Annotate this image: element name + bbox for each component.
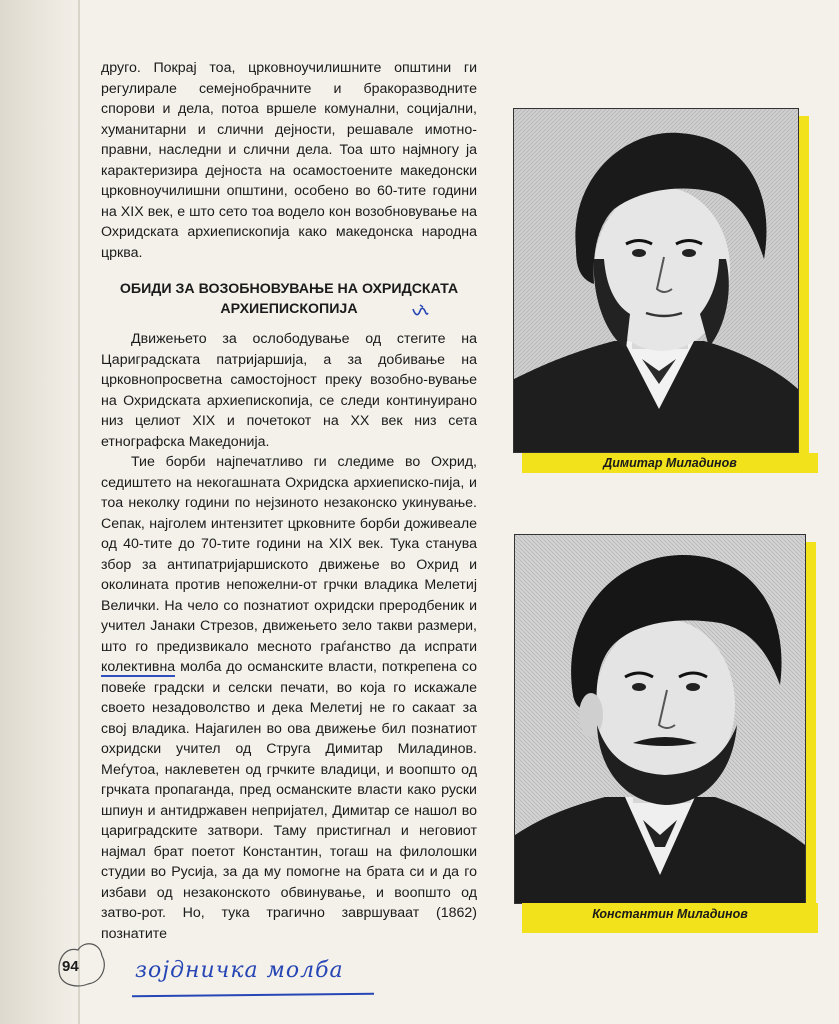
portrait-dimitar-miladinov bbox=[513, 108, 799, 453]
body-paragraph-3 bbox=[101, 452, 477, 944]
adjacent-page-strip bbox=[0, 0, 78, 1024]
body-paragraph-3-part1: Тие борби најпечатливо ги следиме во Охрид, седиштето на некогашната Охридска архиеписко-пија, и тоа неколку години по нејзиното незаконско укинување. Сепак, најголем интензитет црковните борби доживеале од 40-тите до 70-тите години на XIX век. Тука станува збор за антипатријаршиското движење во Охрид и околината против непожелни-от грчки владика Мелетиј Велички. На чело со познатиот охридски преродбеник и учител Јанаки Стрезов, движењето зело такви размери, што го предизвикало месното граѓанство да испрати bbox=[101, 454, 477, 655]
handwritten-underline bbox=[132, 993, 374, 998]
section-heading: ОБИДИ ЗА ВОЗОБНОВУВАЊЕ НА ОХРИДСКАТА АРХИЕПИСКОПИЈА bbox=[119, 281, 459, 317]
body-paragraph-3-part2: молба до османските власти, поткрепена со повеќе градски и селски печати, во која го искажале своето незадоволство и дека Мелетиј не го сакаат за свој владика. Најагилен во ова движење бил познатиот охридски учител од Струга Димитар Миладинов. Меѓутоа, наклеветен од грчките владици, и воопшто од грчката пропаганда, пред османските власти како руски шпиун и антидржавен непријател, Димитар се нашол во цариградските затвори. Таму пристигнал и неговиот најмал брат поетот Константин, тогаш на филолошки студии во Русија, за да му помогне на брата си и да го избави од незаконското обвинување, и воопшто од затво-рот. Но, тука трагично завршуваат (1862) познатите bbox=[101, 659, 477, 942]
caption-konstantin-miladinov: Константин Миладинов bbox=[522, 903, 818, 933]
underlined-word: колективна bbox=[101, 659, 176, 675]
body-paragraph-1: друго. Покрај тоа, црковноучилишните општини ги регулирале семејнобрачните и бракоразводните спорови и дела, потоа вршеле комунални, социјални, хуманитарни и слични дејности, решавале имотно-правни, наследни и слични дела. Тоа што најмногу ја карактеризира дејноста на осамостоените македонски црковноучилишни општини, особено во 60-тите години на XIX век, е што сето тоа водело кон возобновување на Охридската архиепископија како македонска народна црква. bbox=[101, 60, 477, 261]
adjacent-page-ghost-text bbox=[30, 190, 54, 610]
portrait-engraving-1 bbox=[514, 109, 798, 452]
caption-dimitar-miladinov: Димитар Миладинов bbox=[522, 453, 818, 473]
main-text-column bbox=[101, 58, 477, 944]
page-number: 94 bbox=[62, 958, 79, 975]
page-edge bbox=[78, 0, 80, 1024]
pen-squiggle-mark bbox=[410, 303, 430, 321]
portrait-konstantin-miladinov bbox=[514, 534, 806, 904]
portrait-engraving-2 bbox=[515, 535, 805, 903]
body-paragraph-2: Движењето за ослободување од стегите на Цариградската патријаршија, а за добивање на црковнопросветна самостојност преку возобно-вување на Охридската архиепископија, се следи континуирано низ целиот XIX и почетокот на XX век низ сета етнографска Македонија. bbox=[101, 331, 477, 450]
handwritten-note: зоjдничка молба bbox=[135, 958, 344, 983]
